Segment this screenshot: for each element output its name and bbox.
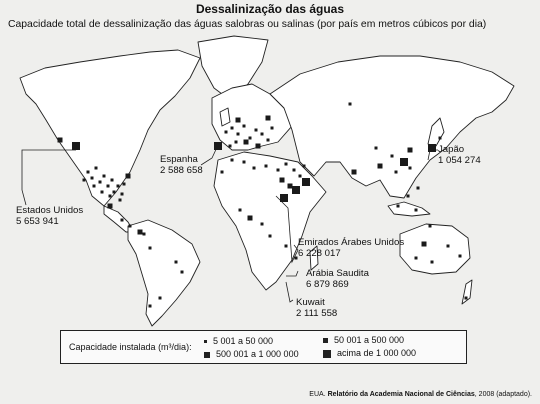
spain-label: [160, 154, 203, 176]
capacity-marker: [243, 161, 246, 164]
small-marker-icon: [204, 340, 207, 343]
capacity-marker: [231, 127, 234, 130]
capacity-marker: [181, 271, 184, 274]
capacity-marker: [93, 185, 96, 188]
spain-value: 2 588 658: [160, 165, 203, 176]
capacity-marker: [126, 174, 131, 179]
north-america-landmass: [20, 50, 200, 206]
capacity-marker: [267, 139, 270, 142]
capacity-marker: [149, 247, 152, 250]
capacity-marker: [235, 141, 238, 144]
capacity-marker: [378, 164, 383, 169]
capacity-marker: [101, 191, 104, 194]
capacity-marker: [107, 185, 110, 188]
source-note: [309, 391, 532, 398]
capacity-marker: [280, 178, 285, 183]
capacity-marker: [439, 137, 442, 140]
capacity-marker: [248, 216, 253, 221]
capacity-marker: [256, 144, 261, 149]
map-title: Dessalinização das águas: [195, 2, 345, 16]
legend-item-medium-label: 50 001 a 500 000: [334, 335, 405, 345]
capacity-marker: [175, 261, 178, 264]
large-marker-icon: [204, 352, 210, 358]
legend-item-xlarge-label: acima de 1 000 000: [337, 348, 417, 358]
uae-name: Emirados Árabes Unidos: [298, 237, 405, 248]
capacity-marker: [266, 116, 271, 121]
capacity-marker: [429, 225, 432, 228]
capacity-marker: [117, 185, 120, 188]
capacity-marker: [395, 171, 398, 174]
saudi-label: [306, 268, 369, 290]
medium-marker-icon: [323, 338, 328, 343]
capacity-marker: [111, 179, 114, 182]
capacity-marker: [237, 133, 240, 136]
japan-label: [438, 144, 481, 166]
capacity-marker: [229, 145, 232, 148]
usa-label: [16, 205, 83, 227]
legend-item-xlarge: [323, 348, 416, 358]
australia-landmass: [400, 224, 470, 274]
legend-item-small: [204, 336, 273, 346]
kuwait-name: Kuwait: [296, 297, 325, 308]
saudi-leader-line: [286, 271, 298, 276]
capacity-marker: [277, 169, 280, 172]
capacity-marker: [214, 142, 222, 150]
capacity-marker: [103, 175, 106, 178]
kuwait-value: 2 111 558: [296, 308, 338, 319]
south-america-landmass: [128, 220, 200, 326]
capacity-marker: [119, 199, 122, 202]
saudi-value: 6 879 869: [306, 279, 349, 290]
capacity-marker: [292, 186, 300, 194]
capacity-marker: [459, 255, 462, 258]
legend-item-large-label: 500 001 a 1 000 000: [216, 349, 299, 359]
capacity-marker: [243, 125, 246, 128]
usa-name: Estados Unidos: [16, 205, 84, 216]
uae-label: [298, 237, 404, 259]
legend-item-medium: [323, 335, 404, 345]
capacity-marker: [265, 165, 268, 168]
capacity-marker: [431, 261, 434, 264]
capacity-marker: [255, 129, 258, 132]
capacity-marker: [253, 167, 256, 170]
capacity-marker: [113, 191, 116, 194]
capacity-marker: [87, 171, 90, 174]
capacity-marker: [293, 169, 296, 172]
capacity-marker: [129, 225, 132, 228]
capacity-marker: [269, 235, 272, 238]
capacity-marker: [109, 195, 112, 198]
capacity-marker: [408, 148, 413, 153]
spain-name: Espanha: [160, 154, 198, 165]
capacity-marker: [95, 167, 98, 170]
kuwait-leader-line: [286, 282, 293, 302]
legend-item-small-label: 5 001 a 50 000: [213, 336, 274, 346]
capacity-marker: [159, 297, 162, 300]
capacity-marker: [99, 181, 102, 184]
japan-name: Japão: [438, 144, 465, 155]
capacity-marker: [138, 230, 143, 235]
capacity-marker: [465, 297, 468, 300]
capacity-marker: [391, 155, 394, 158]
capacity-marker: [225, 131, 228, 134]
capacity-marker: [244, 140, 249, 145]
capacity-legend: [60, 330, 467, 364]
new-zealand-landmass: [462, 280, 472, 304]
capacity-marker: [121, 219, 124, 222]
capacity-marker: [375, 147, 378, 150]
capacity-marker: [149, 305, 152, 308]
usa-value: 5 653 941: [16, 216, 59, 227]
capacity-marker: [422, 242, 427, 247]
indonesia-landmass: [388, 202, 430, 216]
capacity-marker: [400, 158, 408, 166]
capacity-marker: [123, 183, 126, 186]
capacity-marker: [303, 165, 306, 168]
japan-value: 1 054 274: [438, 155, 481, 166]
capacity-marker: [143, 233, 146, 236]
capacity-marker: [261, 133, 264, 136]
capacity-marker: [271, 127, 274, 130]
legend-title: Capacidade instalada (m³/dia):: [69, 342, 192, 352]
capacity-marker: [409, 167, 412, 170]
usa-leader-line: [22, 150, 76, 205]
capacity-marker: [239, 209, 242, 212]
capacity-marker: [415, 257, 418, 260]
capacity-marker: [58, 138, 63, 143]
capacity-marker: [72, 142, 80, 150]
capacity-marker: [302, 178, 310, 186]
capacity-marker: [417, 187, 420, 190]
map-subtitle: Capacidade total de dessalinização das águas salobras ou salinas (por país em metros cúbicos por dia): [8, 19, 487, 30]
capacity-marker: [447, 245, 450, 248]
capacity-marker: [415, 209, 418, 212]
capacity-marker: [407, 195, 410, 198]
capacity-marker: [121, 193, 124, 196]
capacity-marker: [221, 171, 224, 174]
capacity-marker: [280, 194, 288, 202]
world-map: [0, 30, 540, 330]
source-publication: Relatório da Academia Nacional de Ciências: [327, 391, 475, 398]
capacity-marker: [288, 184, 293, 189]
saudi-name: Arábia Saudita: [306, 268, 369, 279]
capacity-marker: [397, 205, 400, 208]
source-suffix: , 2008 (adaptado).: [474, 391, 532, 398]
capacity-marker: [352, 170, 357, 175]
legend-item-large: [204, 349, 299, 359]
capacity-marker: [299, 175, 302, 178]
capacity-marker: [249, 137, 252, 140]
source-prefix: EUA.: [309, 391, 326, 398]
kuwait-label: [296, 297, 337, 319]
capacity-marker: [428, 144, 436, 152]
capacity-marker: [108, 204, 113, 209]
uae-value: 6 228 017: [298, 248, 341, 259]
capacity-marker: [83, 179, 86, 182]
capacity-marker: [91, 177, 94, 180]
xlarge-marker-icon: [323, 350, 331, 358]
capacity-marker: [349, 103, 352, 106]
capacity-marker: [285, 245, 288, 248]
capacity-marker: [231, 159, 234, 162]
capacity-marker: [236, 118, 241, 123]
capacity-marker: [261, 223, 264, 226]
capacity-marker: [285, 163, 288, 166]
